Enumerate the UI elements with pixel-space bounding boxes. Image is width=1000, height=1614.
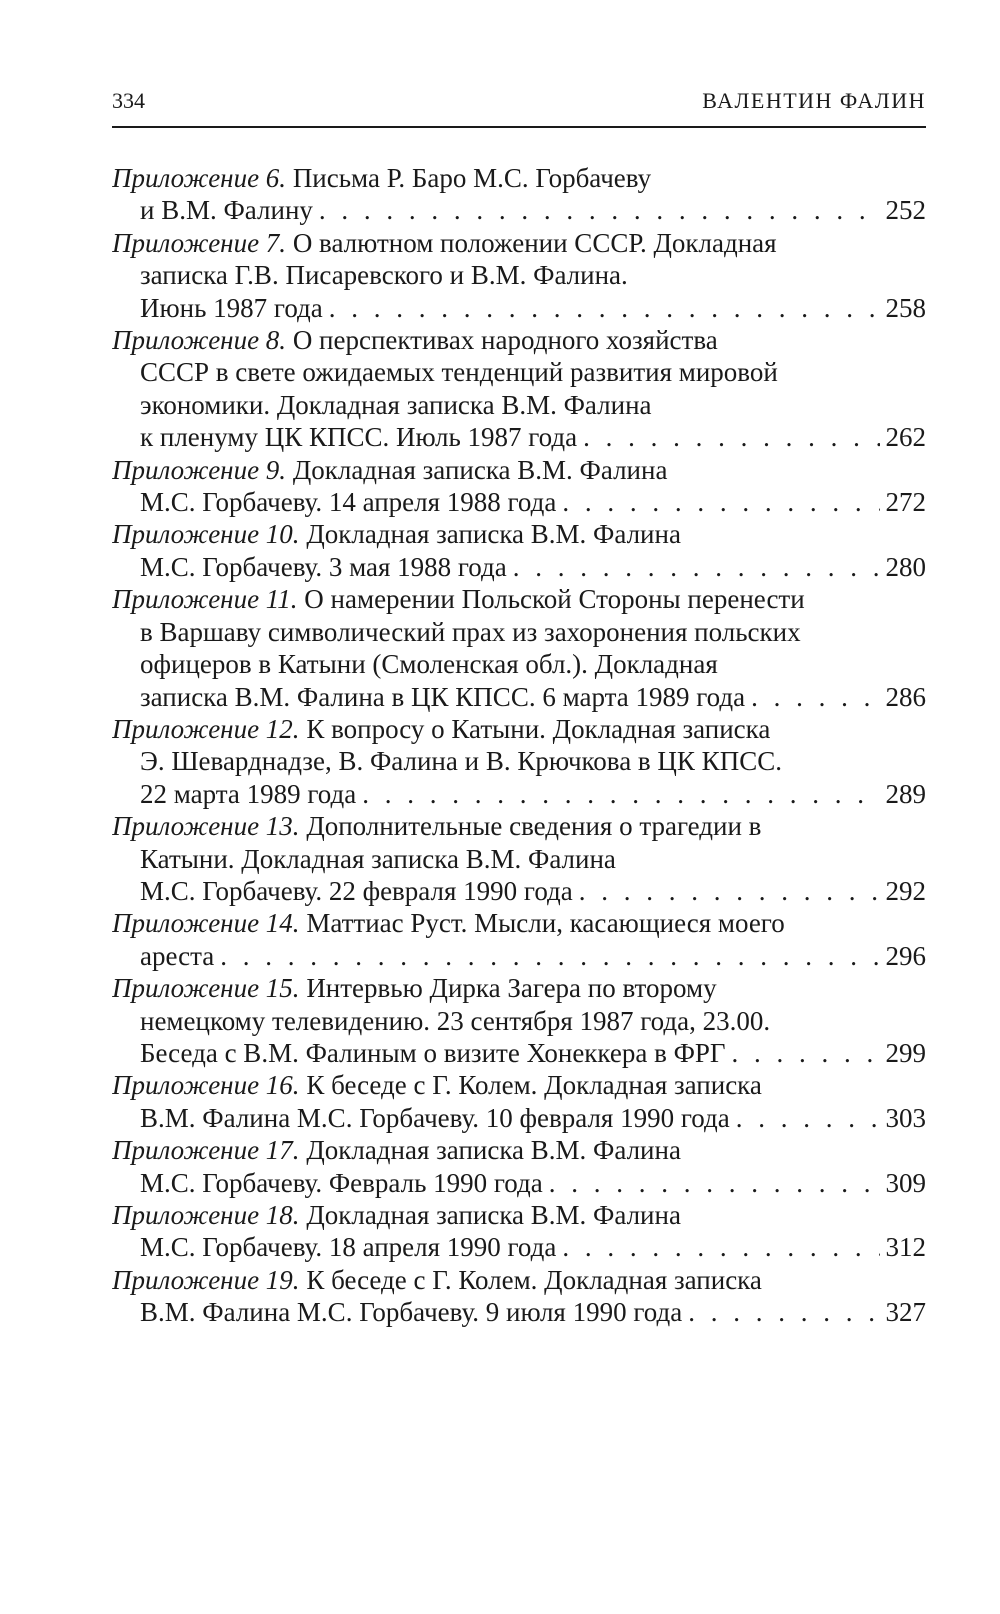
page-ref: 296 — [885, 940, 926, 971]
entry-title-text: Июнь 1987 года — [140, 292, 323, 323]
toc-entry — [112, 713, 926, 810]
toc-entry — [112, 518, 926, 583]
entry-title-text: М.С. Горбачеву. 14 апреля 1988 года — [140, 487, 557, 518]
entry-title-text: Докладная записка В.М. Фалина — [306, 1135, 681, 1166]
dot-leader — [562, 486, 879, 518]
entry-title-text: О перспективах народного хозяйства — [292, 325, 718, 356]
dot-leader — [319, 194, 880, 226]
toc-entry-line — [112, 681, 926, 713]
page-ref: 258 — [885, 292, 926, 323]
entry-title-text: Докладная записка В.М. Фалина — [306, 1200, 681, 1230]
toc-entry-line — [112, 1296, 926, 1328]
toc-entry-line — [112, 162, 926, 194]
toc-entry-line — [112, 1102, 926, 1134]
toc-entry — [112, 1134, 926, 1199]
page-ref: 312 — [885, 1232, 926, 1263]
toc-entry-line — [112, 940, 926, 972]
page-ref: 327 — [885, 1297, 926, 1328]
toc-entry — [112, 324, 926, 454]
toc-entry — [112, 583, 926, 713]
entry-title-text: экономики. Докладная записка В.М. Фалина — [140, 389, 652, 420]
page-ref: 309 — [885, 1167, 926, 1198]
appendix-label: Приложение 18. — [112, 1200, 300, 1230]
entry-title-text: Дополнительные сведения о трагедии в — [306, 811, 762, 842]
appendix-label: Приложение 11. — [112, 584, 298, 615]
toc-entry-line — [112, 1005, 926, 1037]
entry-title-text: В.М. Фалина М.С. Горбачеву. 9 июля 1990 года — [140, 1297, 683, 1328]
entry-title-text: М.С. Горбачеву. 3 мая 1988 года — [140, 551, 507, 582]
entry-title-text: Беседа с В.М. Фалиным о визите Хонеккера в ФРГ — [140, 1037, 726, 1068]
entry-title-text: немецкому телевидению. 23 сентября 1987 года, 23.00. — [140, 1005, 771, 1036]
toc-entry — [112, 454, 926, 519]
entry-title-text: Докладная записка В.М. Фалина — [292, 454, 668, 485]
dot-leader — [562, 1231, 879, 1263]
toc-entry — [112, 162, 926, 227]
entry-title-text: записка В.М. Фалина в ЦК КПСС. 6 марта 1989 года — [140, 681, 746, 712]
toc-entry-line — [112, 389, 926, 421]
entry-title-text: Маттиас Руст. Мысли, касающиеся моего — [306, 908, 785, 939]
entry-title-text: М.С. Горбачеву. 22 февраля 1990 года — [140, 875, 573, 906]
toc-entry-line — [112, 583, 926, 615]
dot-leader — [362, 778, 879, 810]
toc-entry — [112, 1199, 926, 1264]
toc-entry-line — [112, 421, 926, 453]
toc-entry-line — [112, 648, 926, 680]
toc-entry — [112, 907, 926, 972]
appendix-label: Приложение 9. — [112, 454, 287, 485]
entry-title-text: Письма Р. Баро М.С. Горбачеву — [292, 163, 652, 193]
toc-entry-line — [112, 356, 926, 388]
page-number: 334 — [112, 88, 145, 113]
entry-title-text: Катыни. Докладная записка В.М. Фалина — [140, 843, 616, 874]
toc-entry-line — [112, 324, 926, 356]
toc-entry-line — [112, 745, 926, 777]
toc-entry-line — [112, 1167, 926, 1199]
dot-leader — [583, 421, 879, 453]
toc-entry-line — [112, 227, 926, 259]
appendix-label: Приложение 12. — [112, 713, 300, 744]
entry-title-text: к пленуму ЦК КПСС. Июль 1987 года — [140, 422, 578, 453]
dot-leader — [688, 1296, 879, 1328]
entry-title-text: О валютном положении СССР. Докладная — [292, 227, 777, 258]
toc-entry-line — [112, 1199, 926, 1231]
appendix-label: Приложение 8. — [112, 325, 287, 356]
toc-entry — [112, 227, 926, 324]
dot-leader — [513, 551, 880, 583]
page-ref: 272 — [885, 487, 926, 518]
dot-leader — [329, 292, 880, 324]
toc-entry — [112, 972, 926, 1069]
dot-leader — [579, 875, 880, 907]
toc-entry-line — [112, 875, 926, 907]
toc-entry-line — [112, 713, 926, 745]
entry-title-text: в Варшаву символический прах из захоронения польских — [140, 616, 801, 647]
toc-entry-line — [112, 778, 926, 810]
page-ref: 289 — [885, 778, 926, 809]
page-ref: 299 — [885, 1037, 926, 1068]
toc-entry-line — [112, 259, 926, 291]
entry-title-text: 22 марта 1989 года — [140, 778, 357, 809]
toc-entry-line — [112, 907, 926, 939]
entry-title-text: К вопросу о Катыни. Докладная записка — [306, 713, 771, 744]
appendix-label: Приложение 16. — [112, 1070, 300, 1101]
appendix-label: Приложение 14. — [112, 908, 300, 939]
entry-title-text: СССР в свете ожидаемых тенденций развития мировой — [140, 357, 778, 388]
page-ref: 262 — [885, 422, 926, 453]
page-ref: 303 — [885, 1102, 926, 1133]
toc-entry-line — [112, 843, 926, 875]
dot-leader — [751, 681, 879, 713]
appendix-label: Приложение 19. — [112, 1264, 300, 1295]
page-ref: 252 — [885, 195, 926, 226]
entry-title-text: и В.М. Фалину — [140, 195, 313, 226]
entry-title-text: ареста — [140, 940, 215, 971]
toc-entry — [112, 1264, 926, 1329]
entry-title-text: К беседе с Г. Колем. Докладная записка — [306, 1070, 762, 1101]
toc-entry-line — [112, 551, 926, 583]
entry-title-text: О намерении Польской Стороны перенести — [304, 584, 805, 615]
toc-entry-line — [112, 454, 926, 486]
dot-leader — [736, 1102, 880, 1134]
entry-title-text: М.С. Горбачеву. Февраль 1990 года — [140, 1167, 543, 1198]
toc-entry-line — [112, 616, 926, 648]
entry-title-text: К беседе с Г. Колем. Докладная записка — [306, 1264, 762, 1295]
toc-entry-line — [112, 1037, 926, 1069]
entry-title-text: Интервью Дирка Загера по второму — [306, 973, 717, 1004]
toc-entry-line — [112, 1134, 926, 1166]
toc-entry — [112, 810, 926, 907]
page-ref: 280 — [885, 551, 926, 582]
page-ref: 286 — [885, 681, 926, 712]
toc-entry-line — [112, 1231, 926, 1263]
toc-entry — [112, 1069, 926, 1134]
running-head-author: ВАЛЕНТИН ФАЛИН — [702, 88, 926, 113]
toc-entry-line — [112, 292, 926, 324]
toc-entry-line — [112, 518, 926, 550]
entry-title-text: офицеров в Катыни (Смоленская обл.). Докладная — [140, 649, 718, 680]
dot-leader — [220, 940, 879, 972]
toc-entry-line — [112, 810, 926, 842]
toc-entry-line — [112, 1069, 926, 1101]
dot-leader — [549, 1167, 880, 1199]
appendix-label: Приложение 7. — [112, 227, 287, 258]
toc-entry-line — [112, 1264, 926, 1296]
dot-leader — [732, 1037, 880, 1069]
entry-title-text: Э. Шеварднадзе, В. Фалина и В. Крючкова в ЦК КПСС. — [140, 746, 782, 777]
running-header — [112, 82, 926, 128]
toc-entry-line — [112, 486, 926, 518]
entry-title-text: М.С. Горбачеву. 18 апреля 1990 года — [140, 1232, 557, 1263]
entry-title-text: записка Г.В. Писаревского и В.М. Фалина. — [140, 260, 628, 291]
page-ref: 292 — [885, 875, 926, 906]
toc-entry-line — [112, 972, 926, 1004]
entry-title-text: В.М. Фалина М.С. Горбачеву. 10 февраля 1990 года — [140, 1102, 730, 1133]
entry-title-text: Докладная записка В.М. Фалина — [306, 519, 681, 550]
toc-entry-line — [112, 194, 926, 226]
appendix-label: Приложение 6. — [112, 163, 287, 193]
appendix-label: Приложение 17. — [112, 1135, 300, 1166]
appendix-label: Приложение 15. — [112, 973, 300, 1004]
table-of-contents — [112, 162, 926, 1329]
appendix-label: Приложение 13. — [112, 811, 300, 842]
appendix-label: Приложение 10. — [112, 519, 300, 550]
